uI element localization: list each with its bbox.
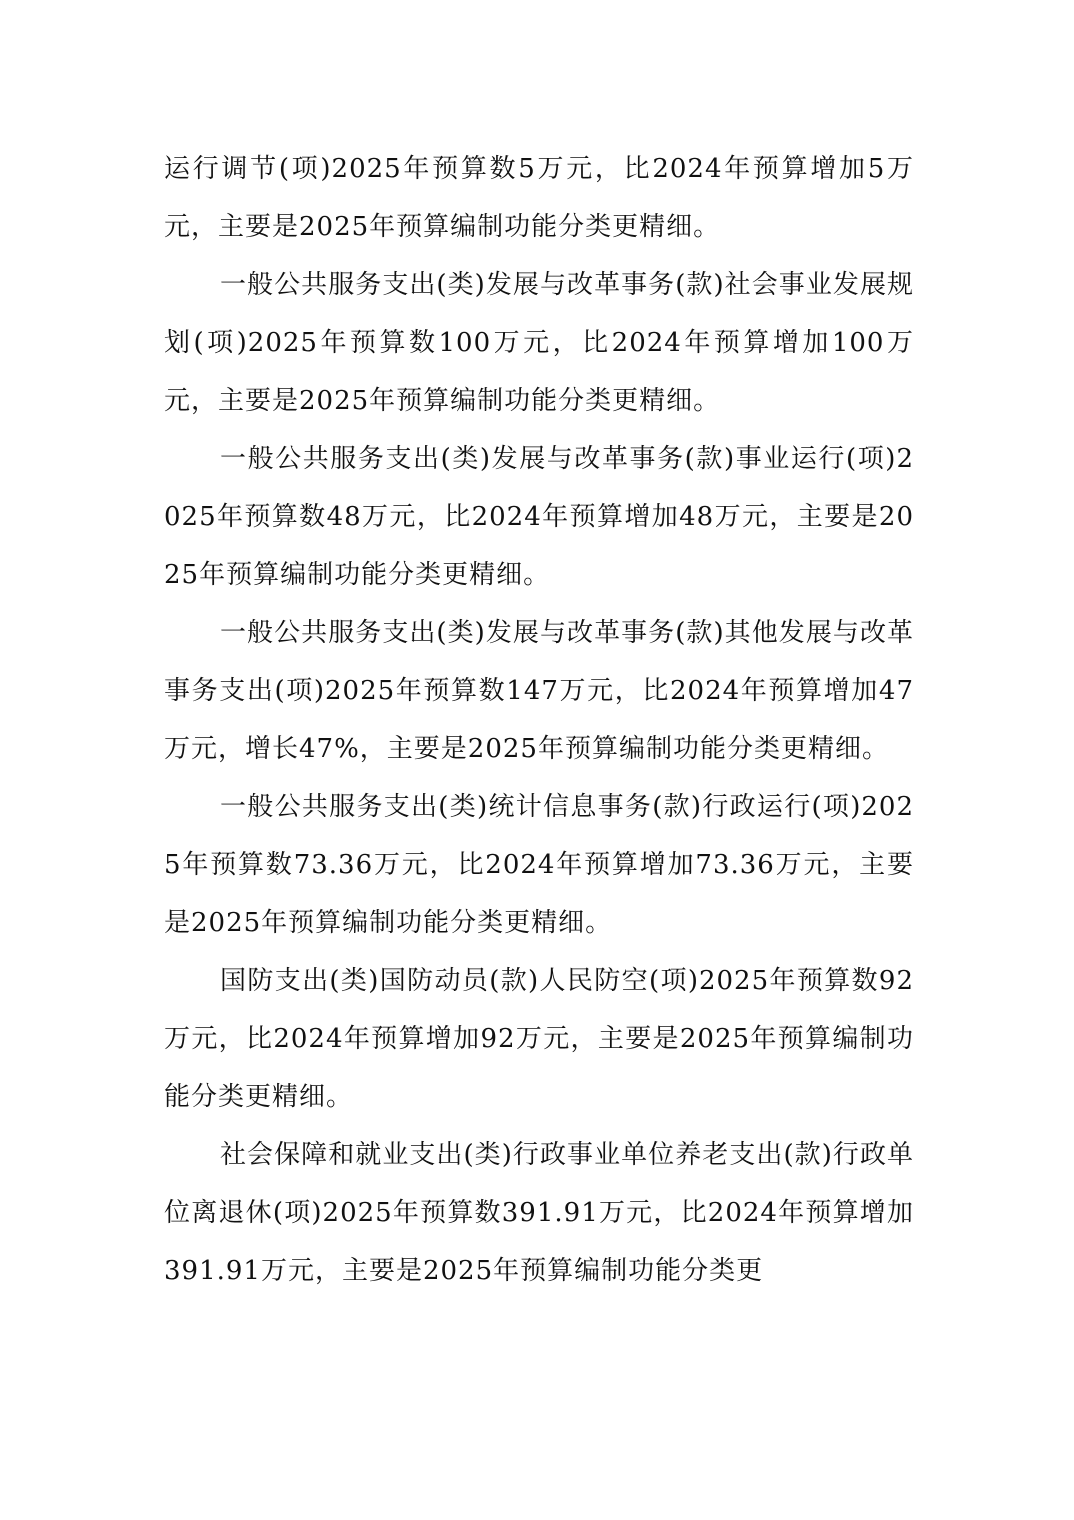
paragraph-retirement-expenditure: 社会保障和就业支出(类)行政事业单位养老支出(款)行政单位离退休(项)2025年预算数391.91万元，比2024年预算增加391.91万元，主要是2025年预算编制功能分类更 — [164, 1140, 914, 1286]
paragraph-public-institution-operation: 一般公共服务支出(类)发展与改革事务(款)事业运行(项)2025年预算数48万元，比2024年预算增加48万元，主要是2025年预算编制功能分类更精细。 — [164, 444, 914, 590]
paragraph-social-development-planning: 一般公共服务支出(类)发展与改革事务(款)社会事业发展规划(项)2025年预算数100万元，比2024年预算增加100万元，主要是2025年预算编制功能分类更精细。 — [164, 270, 914, 416]
paragraph-statistics-administration: 一般公共服务支出(类)统计信息事务(款)行政运行(项)2025年预算数73.36万元，比2024年预算增加73.36万元，主要是2025年预算编制功能分类更精细。 — [164, 792, 914, 938]
document-body — [164, 140, 914, 1300]
paragraph-continued: 运行调节(项)2025年预算数5万元，比2024年预算增加5万元，主要是2025年预算编制功能分类更精细。 — [164, 154, 914, 242]
paragraph-other-development-reform: 一般公共服务支出(类)发展与改革事务(款)其他发展与改革事务支出(项)2025年预算数147万元，比2024年预算增加47万元，增长47%，主要是2025年预算编制功能分类更精细。 — [164, 618, 914, 764]
paragraph-civil-air-defense: 国防支出(类)国防动员(款)人民防空(项)2025年预算数92万元，比2024年预算增加92万元，主要是2025年预算编制功能分类更精细。 — [164, 966, 914, 1112]
